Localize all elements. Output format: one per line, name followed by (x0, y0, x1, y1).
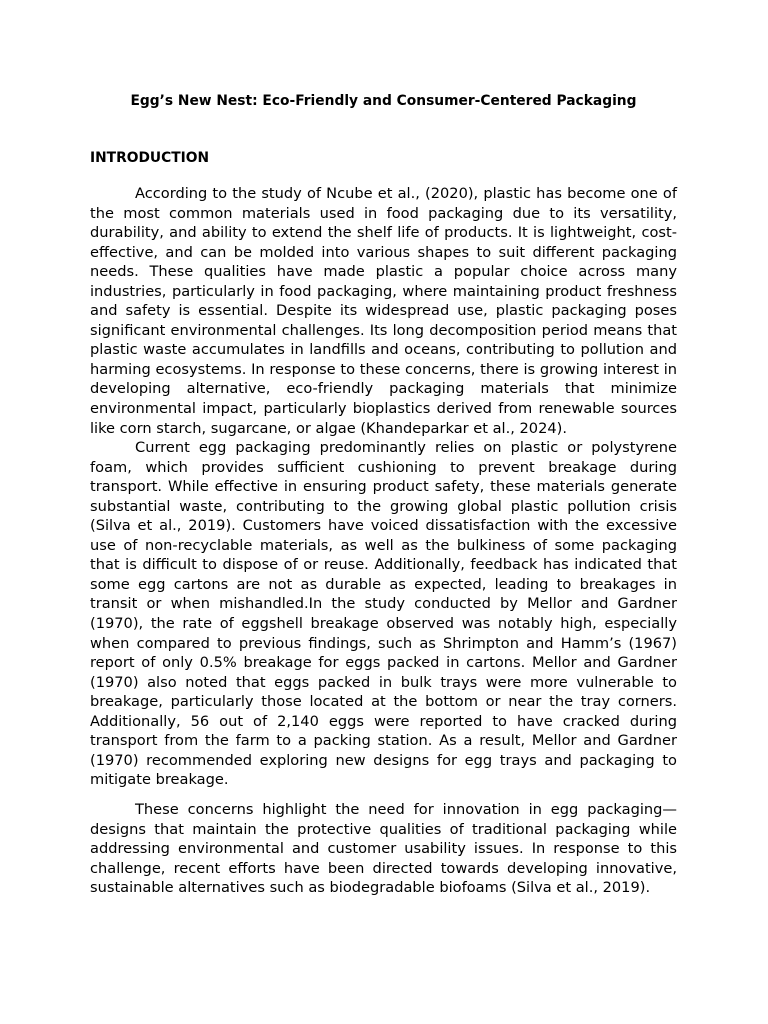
introduction-body (90, 184, 677, 898)
paragraph-3: These concerns highlight the need for innovation in egg packaging—designs that maintain the protective qualities of traditional packaging while addressing environmental and customer usability issues. In response to this challenge, recent efforts have been directed towards developing innovative, sustainable alternatives such as biodegradable biofoams (Silva et al., 2019). (90, 800, 677, 897)
document-page (90, 92, 677, 898)
document-title: Egg’s New Nest: Eco-Friendly and Consumer-Centered Packaging (130, 93, 637, 109)
paragraph-1: According to the study of Ncube et al., (2020), plastic has become one of the most common materials used in food packaging due to its versatility, durability, and ability to extend the shelf life of products. It is lightweight, cost-effective, and can be molded into various shapes to suit different packaging needs. These qualities have made plastic a popular choice across many industries, particularly in food packaging, where maintaining product freshness and safety is essential. Despite its widespread use, plastic packaging poses significant environmental challenges. Its long decomposition period means that plastic waste accumulates in landfills and oceans, contributing to pollution and harming ecosystems. In response to these concerns, there is growing interest in developing alternative, eco-friendly packaging materials that minimize environmental impact, particularly bioplastics derived from renewable sources like corn starch, sugarcane, or algae (Khandeparkar et al., 2024). (90, 185, 677, 437)
paragraph-2: Current egg packaging predominantly relies on plastic or polystyrene foam, which provides sufficient cushioning to prevent breakage during transport. While effective in ensuring product safety, these materials generate substantial waste, contributing to the growing global plastic pollution crisis (Silva et al., 2019). Customers have voiced dissatisfaction with the excessive use of non-recyclable materials, as well as the bulkiness of some packaging that is difficult to dispose of or reuse. Additionally, feedback has indicated that some egg cartons are not as durable as expected, leading to breakages in transit or when mishandled.In the study conducted by Mellor and Gardner (1970), the rate of eggshell breakage observed was notably high, especially when compared to previous findings, such as Shrimpton and Hamm’s (1967) report of only 0.5% breakage for eggs packed in cartons. Mellor and Gardner (1970) also noted that eggs packed in bulk trays were more vulnerable to breakage, particularly those located at the bottom or near the tray corners. Additionally, 56 out of 2,140 eggs were reported to have cracked during transport from the farm to a packing station. As a result, Mellor and Gardner (1970) recommended exploring new designs for egg trays and packaging to mitigate breakage. (90, 439, 677, 789)
section-heading-introduction: INTRODUCTION (90, 149, 210, 166)
